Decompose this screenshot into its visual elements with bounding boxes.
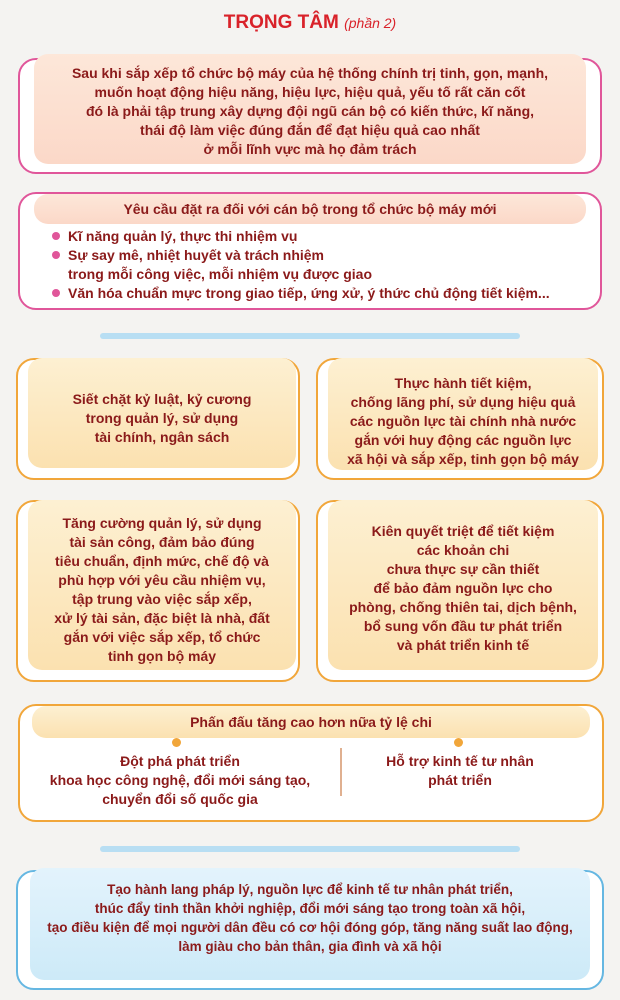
section-divider bbox=[100, 333, 520, 339]
orange-dot-icon bbox=[454, 738, 463, 747]
box-spending-cut-text: Kiên quyết triệt để tiết kiệm các khoản chi chưa thực sự cần thiết để bảo đảm nguồn lực cho phòng, chống thiên tai, dịch bệnh, bổ sung vốn đầu tư phát triển và phát triển kinh tế bbox=[349, 523, 577, 653]
list-item: Sự say mê, nhiệt huyết và trách nhiệm trong mỗi công việc, mỗi nhiệm vụ được giao bbox=[50, 246, 590, 284]
intro-line: ở mỗi lĩnh vực mà họ đảm trách bbox=[203, 141, 417, 157]
requirements-heading: Yêu cầu đặt ra đối với cán bộ trong tổ chức bộ máy mới bbox=[123, 201, 497, 217]
intro-line: thái độ làm việc đúng đắn để đạt hiệu quả cao nhất bbox=[140, 122, 480, 138]
private-economy-text: Tạo hành lang pháp lý, nguồn lực để kinh tế tư nhân phát triển, thúc đẩy tinh thần khởi nghiệp, đổi mới sáng tạo trong toàn xã hội, tạo điều kiện để mọi người dân đều có cơ hội đóng góp, tăng năng suất lao động, làm giàu cho bản thân, gia đình và xã hội bbox=[47, 882, 573, 954]
intro-line: đó là phải tập trung xây dựng đội ngũ cán bộ có kiến thức, kĩ năng, bbox=[85, 103, 535, 119]
orange-dot-icon bbox=[172, 738, 181, 747]
column-divider bbox=[340, 748, 342, 796]
spending-right-text: Hỗ trợ kinh tế tư nhân phát triển bbox=[386, 753, 534, 788]
intro-line: Sau khi sắp xếp tổ chức bộ máy của hệ thống chính trị tinh, gọn, mạnh, bbox=[71, 65, 549, 81]
intro-line: muốn hoạt động hiệu năng, hiệu lực, hiệu quả, yếu tố rất căn cốt bbox=[94, 84, 526, 100]
page-title bbox=[0, 12, 620, 34]
bullet-dot-icon bbox=[52, 232, 60, 240]
section-divider bbox=[100, 846, 520, 852]
box-assets-text: Tăng cường quản lý, sử dụng tài sản công, đảm bảo đúng tiêu chuẩn, định mức, chế độ và phù hợp với yêu cầu nhiệm vụ, tập trung vào việc sắp xếp, xử lý tài sản, đặc biệt là nhà, đất gắn với việc sắp xếp, tổ chức tinh gọn bộ máy bbox=[54, 515, 270, 664]
list-item: Kĩ năng quản lý, thực thi nhiệm vụ bbox=[50, 227, 590, 246]
title-subtitle: (phần 2) bbox=[344, 15, 397, 31]
title-main: TRỌNG TÂM bbox=[223, 12, 339, 33]
spending-heading: Phấn đấu tăng cao hơn nữa tỷ lệ chi bbox=[190, 714, 432, 730]
box-saving-text: Thực hành tiết kiệm, chống lãng phí, sử dụng hiệu quả các nguồn lực tài chính nhà nước gắn với huy động các nguồn lực xã hội và sắp xếp, tinh gọn bộ máy bbox=[347, 375, 579, 467]
spending-left-text: Đột phá phát triển khoa học công nghệ, đổi mới sáng tạo, chuyển đổi số quốc gia bbox=[49, 753, 311, 807]
list-item: Văn hóa chuẩn mực trong giao tiếp, ứng xử, ý thức chủ động tiết kiệm... bbox=[50, 284, 590, 303]
intro-card-text bbox=[34, 64, 586, 159]
bullet-dot-icon bbox=[52, 289, 60, 297]
box-discipline-text: Siết chặt kỷ luật, kỷ cương trong quản lý, sử dụng tài chính, ngân sách bbox=[72, 391, 252, 445]
bullet-dot-icon bbox=[52, 251, 60, 259]
requirements-list bbox=[50, 227, 590, 303]
